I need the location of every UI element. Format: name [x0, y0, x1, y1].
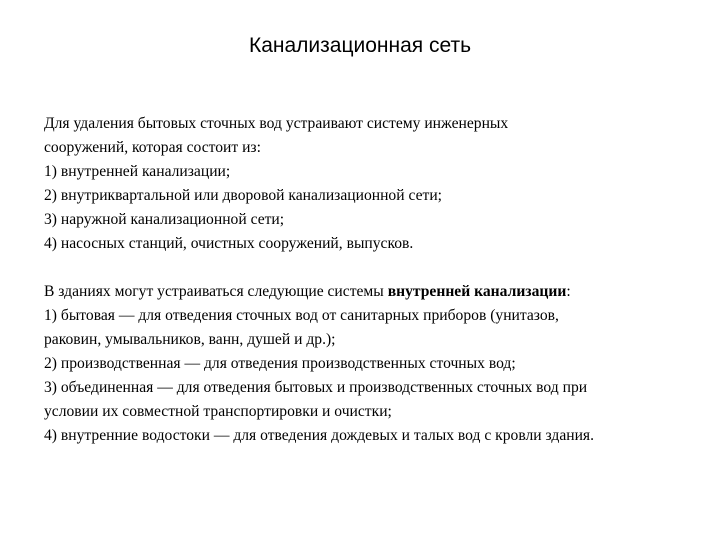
sewer-network-composition [44, 112, 694, 256]
list-item: 4) внутренние водостоки — для отведения дождевых и талых вод с кровли здания. [44, 427, 594, 444]
text-line: условии их совместной транспортировки и очистки; [44, 403, 392, 420]
intro-bold-term: внутренней канализации [387, 283, 567, 300]
text-line: Для удаления бытовых сточных вод устраивают систему инженерных [44, 115, 509, 132]
slide-title: Канализационная сеть [248, 34, 472, 57]
list-item: 3) наружной канализационной сети; [44, 211, 285, 228]
slide-body [44, 112, 694, 448]
list-item: 1) внутренней канализации; [44, 163, 231, 180]
intro-line [44, 280, 694, 304]
list-item: 2) внутриквартальной или дворовой канализационной сети; [44, 187, 442, 204]
text-line: сооружений, которая состоит из: [44, 139, 261, 156]
list-item: 1) бытовая — для отведения сточных вод от санитарных приборов (унитазов, [44, 307, 559, 324]
intro-prefix: В зданиях могут устраиваться следующие системы [44, 283, 388, 300]
paragraph-spacer [44, 256, 694, 280]
text-line: раковин, умывальников, ванн, душей и др.); [44, 331, 336, 348]
list-item: 2) производственная — для отведения производственных сточных вод; [44, 355, 516, 372]
intro-suffix: : [566, 283, 571, 300]
internal-sewer-systems [44, 280, 694, 448]
list-item: 3) объединенная — для отведения бытовых и производственных сточных вод при [44, 379, 588, 396]
list-item: 4) насосных станций, очистных сооружений, выпусков. [44, 235, 414, 252]
